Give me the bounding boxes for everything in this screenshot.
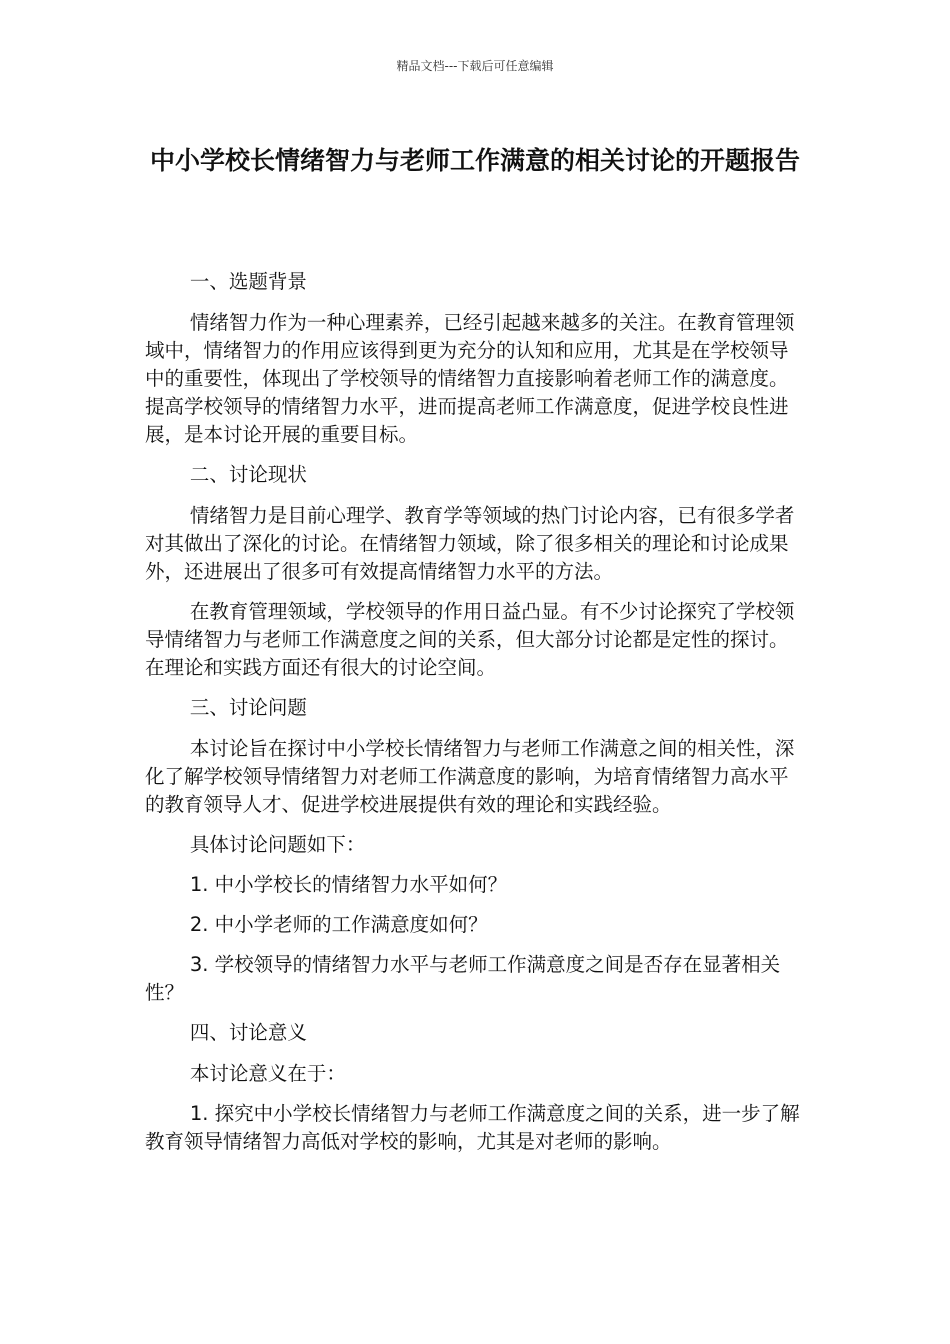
paragraph-background: 情绪智力作为一种心理素养，已经引起越来越多的关注。在教育管理领域中，情绪智力的作用应该得到更为充分的认知和应用，尤其是在学校领导中的重要性，体现出了学校领导的情绪智力直接影响着老师工作的满意度。提高学校领导的情绪智力水平，进而提高老师工作满意度，促进学校良性进展，是本讨论开展的重要目标。 [145,311,795,446]
question-item-2: 2. 中小学老师的工作满意度如何？ [189,913,488,936]
paragraph-questions-intro: 本讨论旨在探讨中小学校长情绪智力与老师工作满意之间的相关性，深化了解学校领导情绪智力对老师工作满意度的影响，为培育情绪智力高水平的教育领导人才、促进学校进展提供有效的理论和实践经验。 [145,737,795,816]
section-heading-questions: 三、讨论问题 [189,696,307,719]
paragraph-status-2: 在教育管理领域，学校领导的作用日益凸显。有不少讨论探究了学校领导情绪智力与老师工作满意度之间的关系，但大部分讨论都是定性的探讨。在理论和实践方面还有很大的讨论空间。 [145,600,795,679]
page-header-note: 精品文档---下载后可任意编辑 [396,59,554,73]
section-heading-significance: 四、讨论意义 [189,1021,307,1044]
document-title: 中小学校长情绪智力与老师工作满意的相关讨论的开题报告 [149,146,800,175]
question-item-1: 1. 中小学校长的情绪智力水平如何？ [189,873,508,896]
section-heading-background: 一、选题背景 [189,270,307,293]
significance-item-1: 1. 探究中小学校长情绪智力与老师工作满意度之间的关系，进一步了解教育领导情绪智力高低对学校的影响，尤其是对老师的影响。 [145,1102,800,1153]
document-body [145,268,800,1168]
question-item-3: 3. 学校领导的情绪智力水平与老师工作满意度之间是否存在显著相关性？ [145,953,781,1004]
paragraph-significance-lead: 本讨论意义在于： [189,1062,346,1085]
paragraph-questions-lead: 具体讨论问题如下： [189,833,366,856]
section-heading-status: 二、讨论现状 [189,463,307,486]
paragraph-status-1: 情绪智力是目前心理学、教育学等领域的热门讨论内容，已有很多学者对其做出了深化的讨论。在情绪智力领域，除了很多相关的理论和讨论成果外，还进展出了很多可有效提高情绪智力水平的方法。 [145,504,795,583]
